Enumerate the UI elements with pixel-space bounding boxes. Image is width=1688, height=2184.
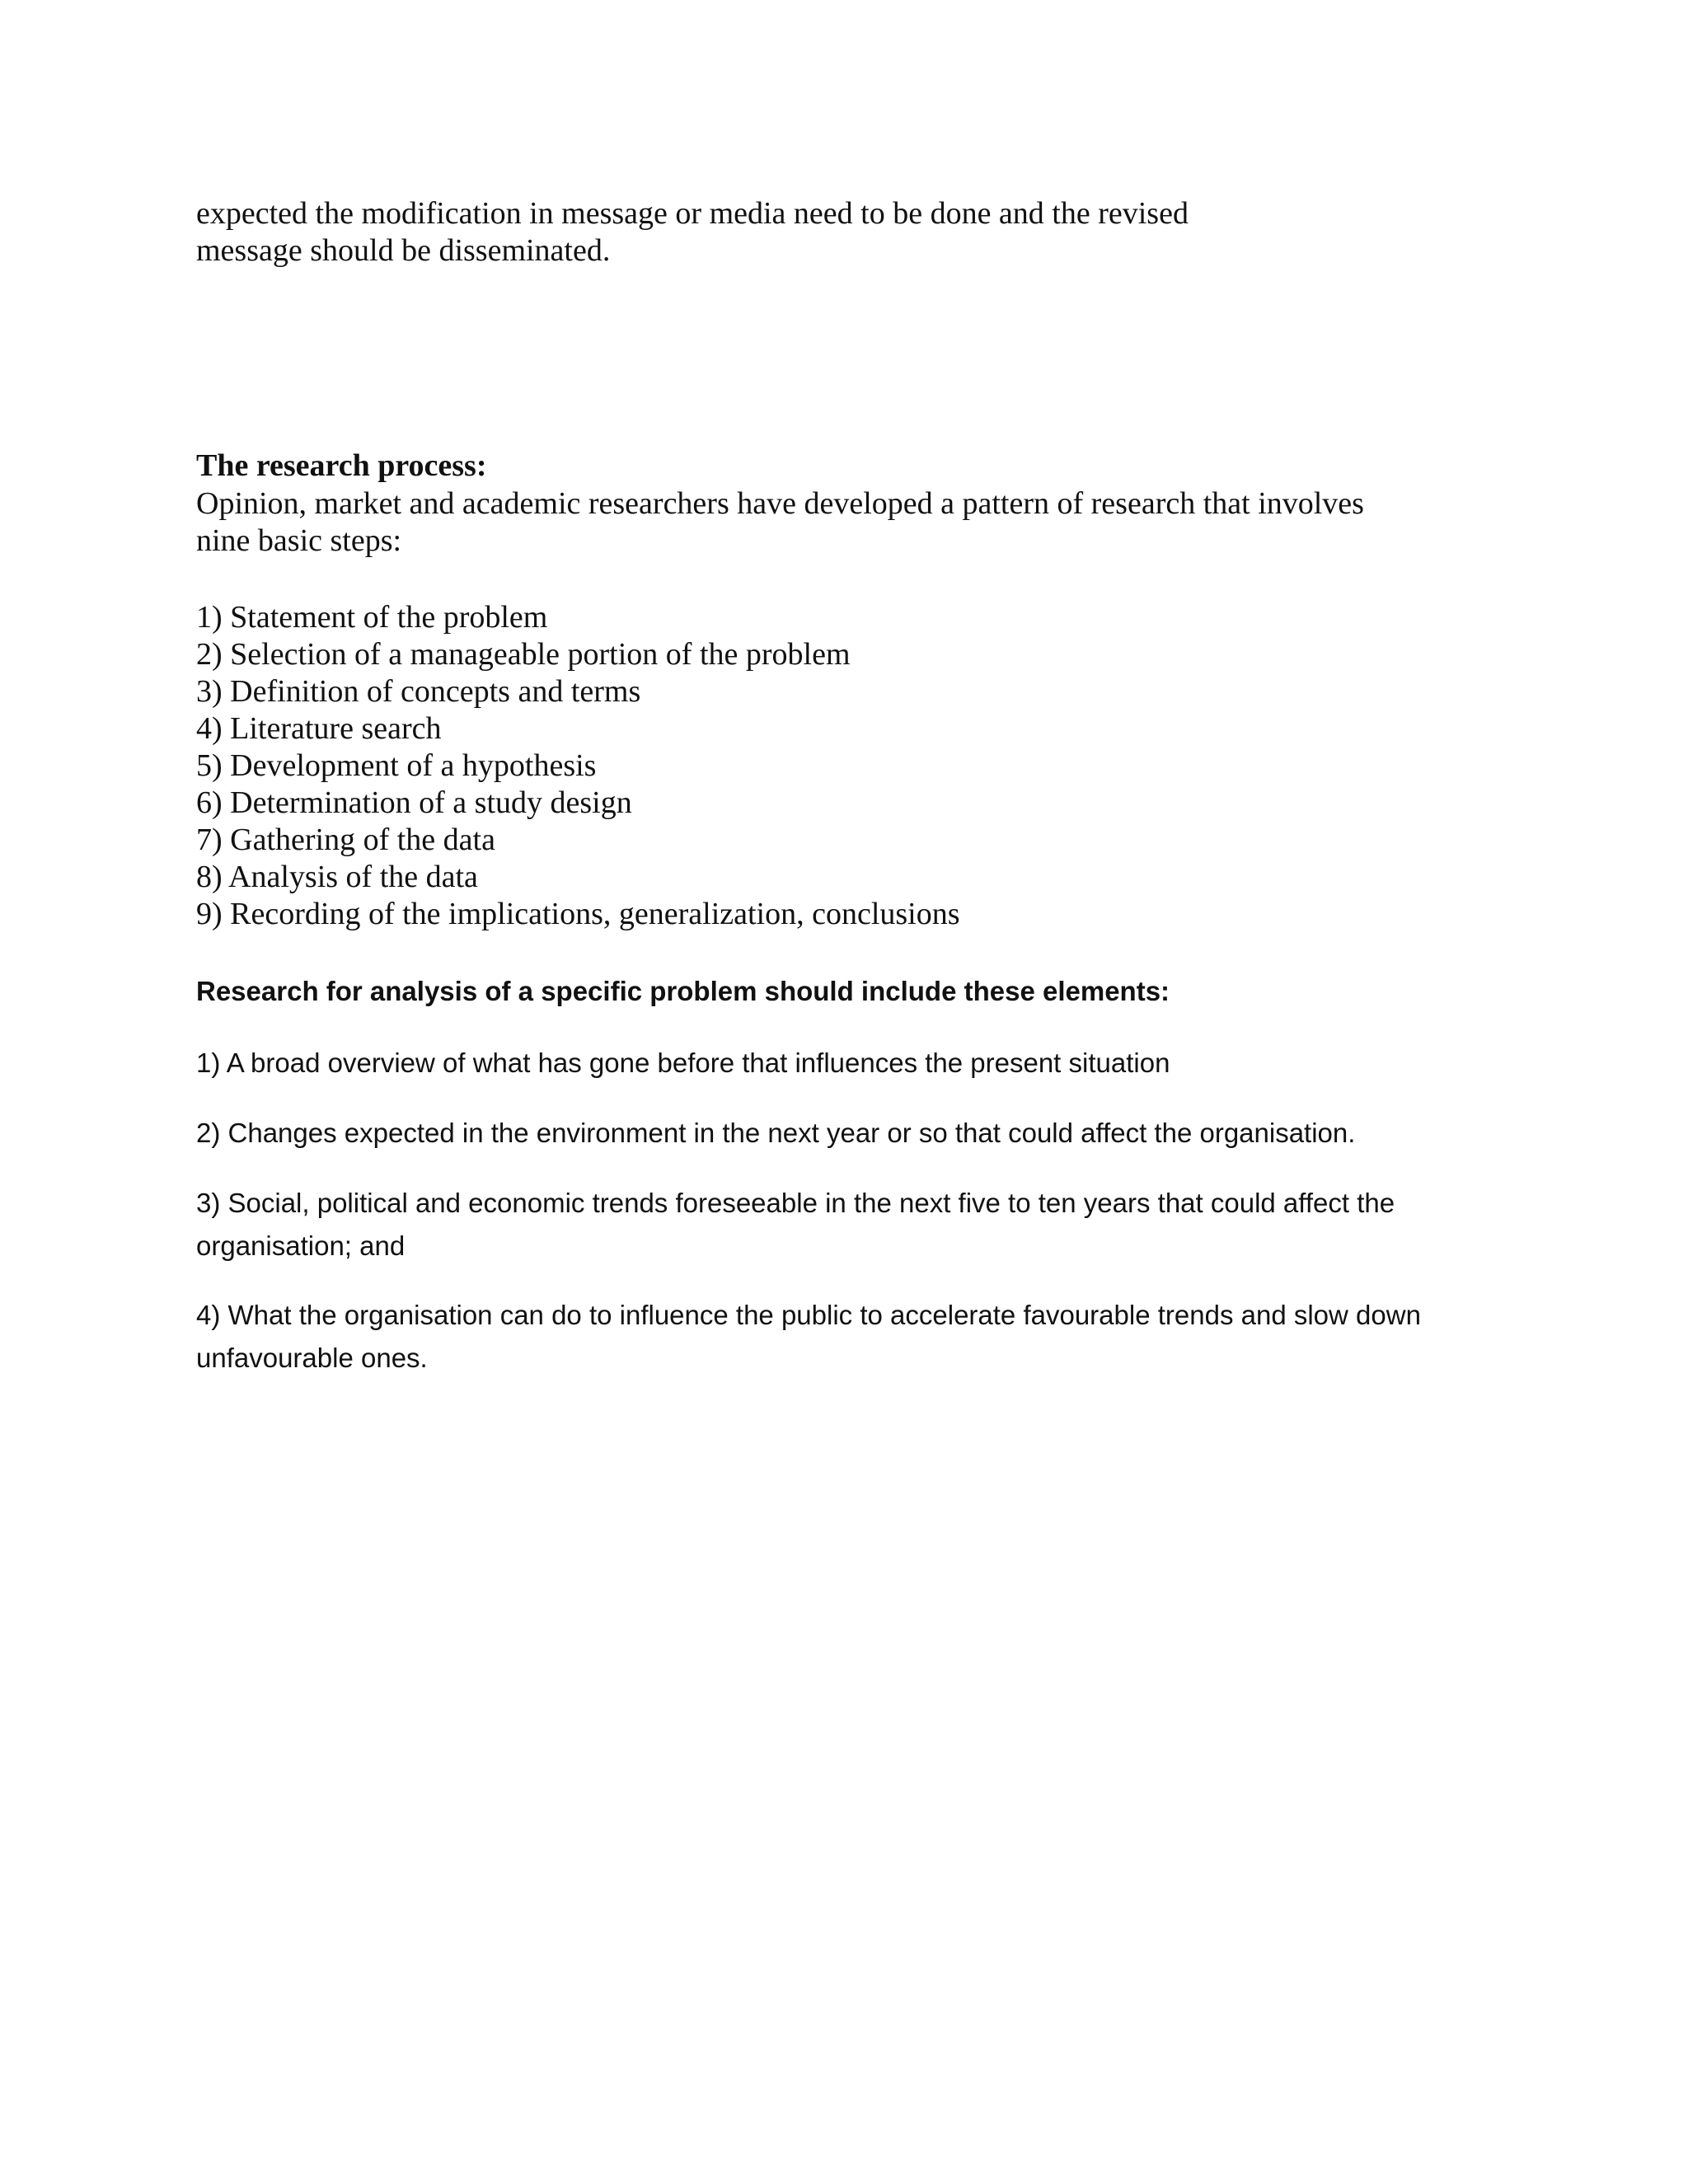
research-intro-line: nine basic steps: bbox=[196, 523, 402, 558]
analysis-element-line: unfavourable ones. bbox=[196, 1343, 428, 1373]
analysis-element-line: 4) What the organisation can do to influence the public to accelerate favourable trends and slow down bbox=[196, 1300, 1421, 1330]
research-step: 6) Determination of a study design bbox=[196, 785, 632, 820]
intro-paragraph bbox=[196, 195, 1482, 269]
research-step: 7) Gathering of the data bbox=[196, 823, 495, 857]
intro-line: message should be disseminated. bbox=[196, 233, 611, 268]
research-step: 4) Literature search bbox=[196, 711, 442, 746]
intro-line: expected the modification in message or media need to be done and the revised bbox=[196, 196, 1189, 231]
research-step: 9) Recording of the implications, generalization, conclusions bbox=[196, 897, 960, 931]
research-step: 3) Definition of concepts and terms bbox=[196, 674, 641, 709]
research-process-heading: The research process: bbox=[196, 448, 487, 483]
analysis-element-line: organisation; and bbox=[196, 1230, 406, 1261]
research-steps-list bbox=[196, 599, 1482, 933]
analysis-element bbox=[196, 1112, 1498, 1155]
analysis-element-line: 1) A broad overview of what has gone before that influences the present situation bbox=[196, 1047, 1170, 1078]
research-step: 1) Statement of the problem bbox=[196, 600, 548, 635]
analysis-element bbox=[196, 1294, 1498, 1380]
research-step: 5) Development of a hypothesis bbox=[196, 748, 597, 783]
analysis-element bbox=[196, 1042, 1498, 1085]
research-intro-line: Opinion, market and academic researchers have developed a pattern of research that involves bbox=[196, 486, 1364, 521]
research-step: 2) Selection of a manageable portion of the problem bbox=[196, 637, 851, 672]
analysis-element-line: 2) Changes expected in the environment in the next year or so that could affect the organisation. bbox=[196, 1118, 1356, 1148]
research-step: 8) Analysis of the data bbox=[196, 860, 478, 894]
analysis-element bbox=[196, 1182, 1498, 1268]
analysis-elements-heading: Research for analysis of a specific problem should include these elements: bbox=[196, 976, 1170, 1006]
research-process-intro bbox=[196, 485, 1482, 560]
analysis-element-line: 3) Social, political and economic trends foreseeable in the next five to ten years that could affect the bbox=[196, 1188, 1395, 1218]
